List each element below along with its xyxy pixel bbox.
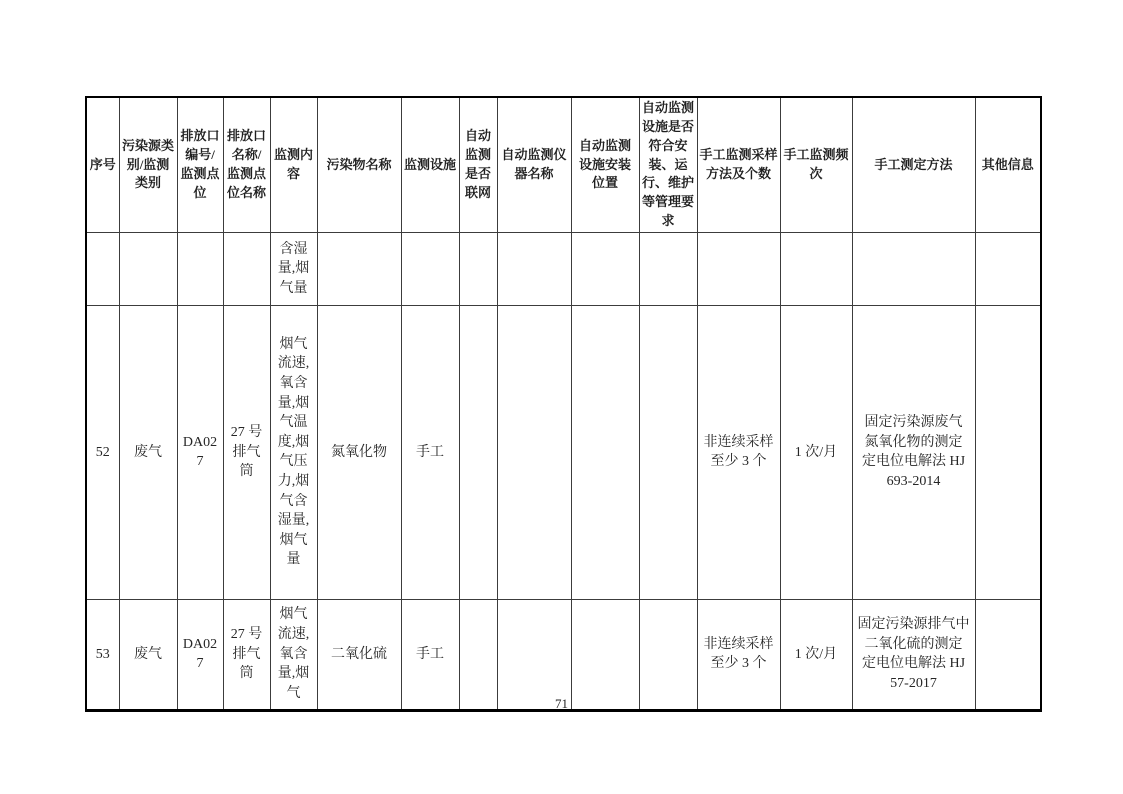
col-header-auto-networked: 自动监测是否联网 (459, 97, 497, 232)
col-header-other-info: 其他信息 (975, 97, 1041, 232)
table-cell (975, 232, 1041, 305)
table-cell-sampling-method: 非连续采样至少 3 个 (697, 305, 780, 599)
col-header-pollution-source-type: 污染源类别/监测类别 (119, 97, 177, 232)
table-header-row (86, 97, 1041, 232)
col-header-manual-method: 手工测定方法 (852, 97, 975, 232)
table-cell-monitoring-content: 烟气流速,氧含量,烟气 (270, 599, 317, 710)
col-header-index: 序号 (86, 97, 119, 232)
table-cell (571, 599, 639, 710)
monitoring-table (85, 96, 1042, 712)
table-cell (571, 232, 639, 305)
table-cell (223, 232, 270, 305)
table-cell (497, 232, 571, 305)
table-cell (639, 232, 697, 305)
table-cell (852, 232, 975, 305)
col-header-manual-frequency: 手工监测频次 (780, 97, 852, 232)
table-cell-source-type: 废气 (119, 305, 177, 599)
table-cell (497, 305, 571, 599)
table-cell-manual-method: 固定污染源废气 氮氧化物的测定 定电位电解法 HJ 693-2014 (852, 305, 975, 599)
table-cell (86, 232, 119, 305)
table-cell (975, 305, 1041, 599)
table-cell-outlet-name: 27 号排气筒 (223, 599, 270, 710)
table-cell (459, 599, 497, 710)
table-cell (780, 232, 852, 305)
table-cell-outlet-number: DA027 (177, 599, 223, 710)
table-cell-manual-method: 固定污染源排气中二氧化硫的测定 定电位电解法 HJ 57-2017 (852, 599, 975, 710)
col-header-auto-compliance: 自动监测设施是否符合安装、运行、维护等管理要求 (639, 97, 697, 232)
table-cell-monitoring-content: 烟气流速,氧含量,烟气温度,烟气压力,烟气含湿量,烟气量 (270, 305, 317, 599)
col-header-auto-instrument-name: 自动监测仪器名称 (497, 97, 571, 232)
col-header-monitoring-content: 监测内容 (270, 97, 317, 232)
col-header-manual-sampling-method: 手工监测采样方法及个数 (697, 97, 780, 232)
col-header-monitoring-facility: 监测设施 (401, 97, 459, 232)
table-row-52 (86, 305, 1041, 599)
table-cell-sampling-method: 非连续采样至少 3 个 (697, 599, 780, 710)
col-header-auto-install-location: 自动监测设施安装位置 (571, 97, 639, 232)
table-cell-frequency: 1 次/月 (780, 599, 852, 710)
table-cell-pollutant-name: 二氧化硫 (317, 599, 401, 710)
table-cell-frequency: 1 次/月 (780, 305, 852, 599)
table-cell (639, 305, 697, 599)
table-cell (317, 232, 401, 305)
table-cell (697, 232, 780, 305)
table-cell (975, 599, 1041, 710)
page-number: 71 (555, 696, 568, 711)
table-cell (571, 305, 639, 599)
table-cell-index: 52 (86, 305, 119, 599)
table-row-carryover (86, 232, 1041, 305)
table-cell (459, 305, 497, 599)
col-header-outlet-name: 排放口名称/监测点位名称 (223, 97, 270, 232)
table-cell-outlet-number: DA027 (177, 305, 223, 599)
table-cell (459, 232, 497, 305)
table-cell (177, 232, 223, 305)
table-cell-outlet-name: 27 号排气筒 (223, 305, 270, 599)
table-cell (401, 232, 459, 305)
table-cell (497, 599, 571, 710)
col-header-outlet-number: 排放口编号/监测点位 (177, 97, 223, 232)
table-cell-monitoring-content: 含湿量,烟气量 (270, 232, 317, 305)
table-cell-index: 53 (86, 599, 119, 710)
table-cell-source-type: 废气 (119, 599, 177, 710)
table-cell (639, 599, 697, 710)
table-row-53 (86, 599, 1041, 710)
table-cell-pollutant-name: 氮氧化物 (317, 305, 401, 599)
table-cell-monitoring-facility: 手工 (401, 599, 459, 710)
table-cell (119, 232, 177, 305)
col-header-pollutant-name: 污染物名称 (317, 97, 401, 232)
table-cell-monitoring-facility: 手工 (401, 305, 459, 599)
